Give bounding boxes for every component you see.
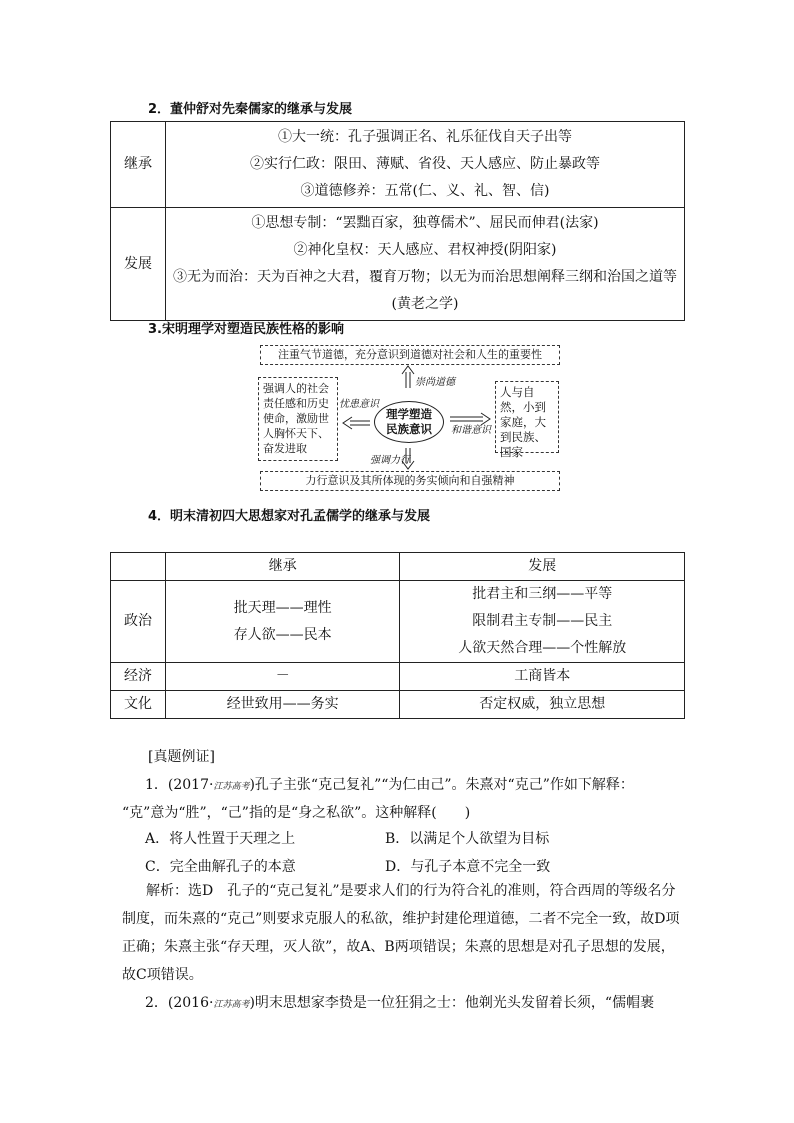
diagram-bottom-box: 力行意识及其所体现的务实倾向和自强精神: [260, 471, 560, 491]
inherit-line-2: ②实行仁政：限田、薄赋、省役、天人感应、防止暴政等: [249, 156, 600, 172]
q1-option-c: C．完全曲解孔子的本意: [145, 859, 296, 875]
inherit-line-3: ③道德修养：五常(仁、义、礼、智、信): [300, 183, 550, 199]
section2-heading: 2．董仲舒对先秦儒家的继承与发展: [148, 102, 353, 117]
diagram-center-ellipse: 理学塑造民族意识: [374, 401, 444, 443]
q1-analysis: 解析：选D 孔子的“克己复礼”是要求人们的行为符合礼的准则，符合西周的等级名分制度，而朱熹的“克己”则要求克服人的私欲，维护封建伦理道德，二者不完全一致，故D项正确；朱熹主张“存天理，灭人欲”，故A、B两项错误；朱熹的思想是对孔子思想的发展，故C项错误。: [122, 883, 680, 983]
inherit-line-1: ①大一统：孔子强调正名、礼乐征伐自天子出等: [277, 129, 572, 145]
table-row: [111, 581, 685, 663]
q2-line-1: [145, 992, 654, 1012]
four-thinkers-table: [110, 552, 685, 719]
cell-line: 批天理——理性: [233, 599, 332, 616]
q1-option-d: D．与孔子本意不完全一致: [385, 859, 551, 875]
label-hexie: 和谐意识: [451, 425, 491, 436]
cell-line: 人欲天然合理——个性解放: [458, 640, 627, 656]
cell-line: 存人欲——民本: [233, 626, 332, 643]
q2-source: 江苏高考: [213, 1000, 250, 1010]
economy-inherit: －: [165, 663, 400, 691]
header-develop: 发展: [400, 553, 685, 581]
arrow-left: [350, 421, 370, 425]
q2-text: )明末思想家李贽是一位狂狷之士：他剃光头发留着长须，“儒帽裹: [249, 995, 655, 1011]
politics-inherit: [165, 581, 400, 663]
q1-text1: )孔子主张“克己复礼”“为仁由己”。朱熹对“克己”作如下解释：: [249, 777, 634, 793]
diagram-top-box: 注重气节道德，充分意识到道德对社会和人生的重要性: [260, 345, 560, 365]
develop-line-2: ②神化皇权：天人感应、君权神授(阴阳家): [293, 242, 557, 258]
develop-line-3: ③无为而治：天为百神之大君，覆育万物；以无为而治思想阐释三纲和治国之道等: [172, 269, 677, 285]
culture-inherit: 经世致用——务实: [165, 691, 400, 719]
exam-title: [真题例证]: [148, 749, 215, 765]
culture-develop: 否定权威，独立思想: [400, 691, 685, 719]
table-row: [111, 208, 685, 321]
table-row: [111, 122, 685, 208]
section4-heading: 4．明末清初四大思想家对孔孟儒学的继承与发展: [148, 509, 431, 524]
table-header-row: [111, 553, 685, 581]
inherit-content: [165, 122, 684, 208]
q1-line-1: [145, 774, 634, 794]
header-inherit: 继承: [165, 553, 400, 581]
q1-line-2: “克”意为“胜”，“己”指的是“身之私欲”。这种解释( ): [122, 805, 471, 821]
label-qiangdiao: 强调力行: [370, 455, 410, 466]
cell-line: 批君主和三纲——平等: [472, 586, 613, 602]
lixue-diagram: [255, 343, 565, 493]
header-empty: [111, 553, 166, 581]
section3-heading: 3.宋明理学对塑造民族性格的影响: [148, 322, 344, 337]
table-row: [111, 663, 685, 691]
develop-line-4: (黄老之学): [391, 296, 459, 312]
row-label-inherit: 继承: [111, 122, 166, 208]
economy-develop: 工商皆本: [400, 663, 685, 691]
row-label-economy: 经济: [111, 663, 166, 691]
q1-option-a: A．将人性置于天理之上: [145, 831, 296, 847]
row-label-develop: 发展: [111, 208, 166, 321]
diagram-arrows: [255, 343, 565, 493]
cell-line: 限制君主专制——民主: [472, 613, 613, 629]
q1-source: 江苏高考: [213, 782, 250, 792]
dong-zhongshu-table: [110, 121, 685, 321]
diagram-right-box: 人与自然，小到家庭，大到民族、国家: [495, 381, 559, 453]
arrow-up: [406, 372, 410, 388]
politics-develop: [400, 581, 685, 663]
q1-prefix: 1．(2017·: [145, 777, 214, 793]
q1-option-b: B．以满足个人欲望为目标: [385, 831, 550, 847]
row-label-culture: 文化: [111, 691, 166, 719]
develop-line-1: ①思想专制：“罢黜百家，独尊儒术”、屈民而伸君(法家): [251, 215, 599, 231]
table-row: [111, 691, 685, 719]
label-chongshang: 崇尚道德: [415, 377, 455, 388]
row-label-politics: 政治: [111, 581, 166, 663]
develop-content: [165, 208, 684, 321]
q2-prefix: 2．(2016·: [145, 995, 214, 1011]
label-youhuan: 忧患意识: [339, 399, 379, 410]
diagram-left-box: 强调人的社会责任感和历史使命，激励世人胸怀天下、奋发进取: [258, 377, 338, 461]
